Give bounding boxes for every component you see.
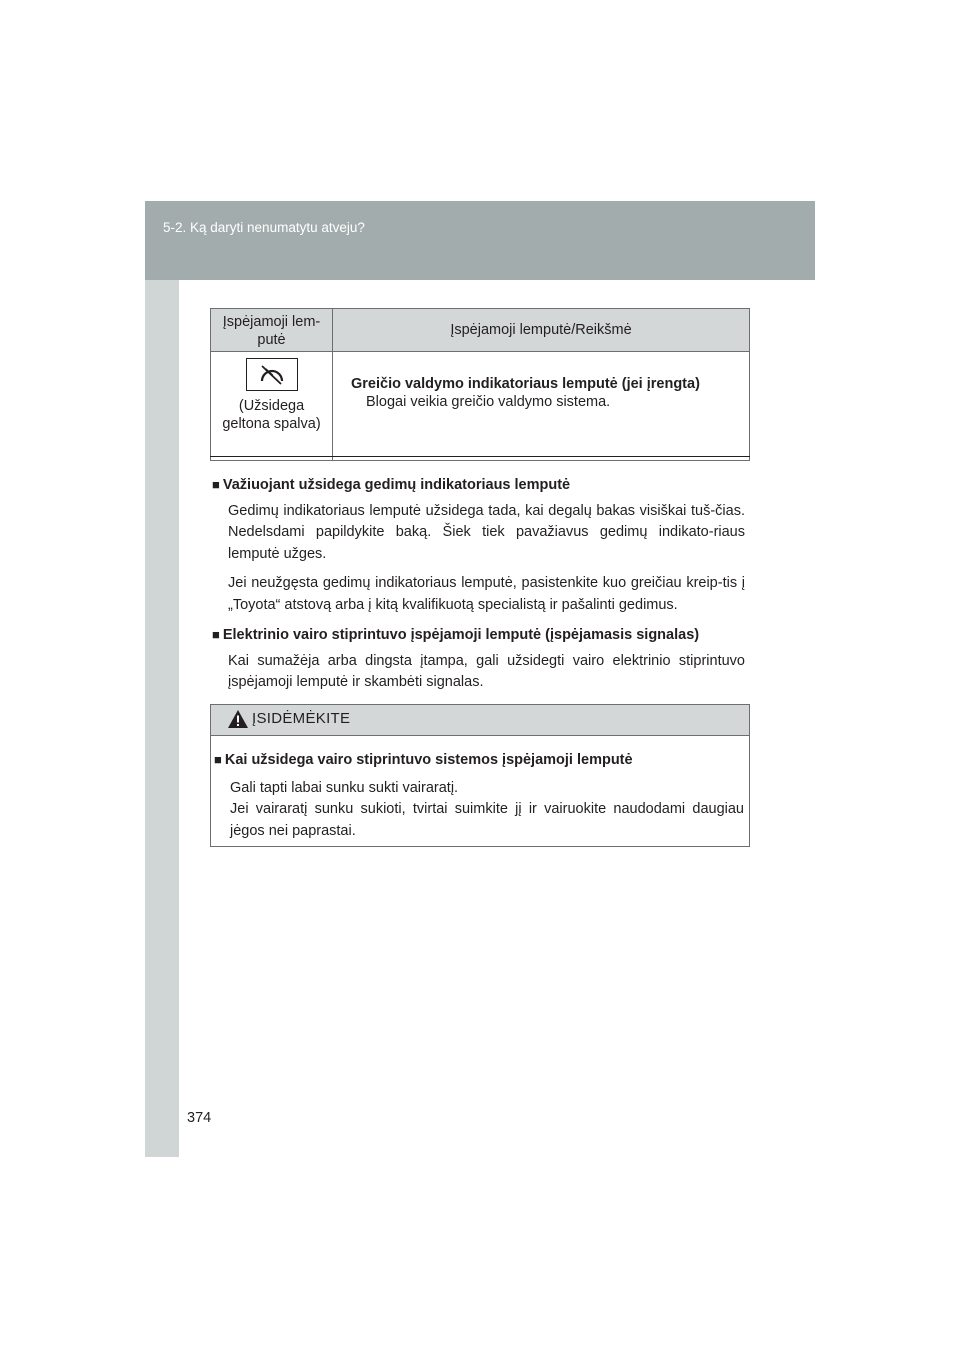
meaning-cell (333, 352, 750, 461)
paragraph: Jei neužgęsta gedimų indikatoriaus lemputė, pasistenkite kuo greičiau kreip-tis į „Toyota“ atstovą arba į kitą kvalifikuotą specialistą ir pašalinti gedimus. (228, 575, 745, 613)
divider (210, 456, 750, 457)
indicator-table (210, 308, 750, 461)
page-number: 374 (187, 1110, 212, 1126)
warning-triangle-icon (227, 709, 249, 734)
notes-section (212, 474, 745, 702)
indicator-title: Greičio valdymo indikatoriaus lemputė (jei įrengta) (351, 376, 700, 392)
section-heading: ■ Elektrinio vairo stiprintuvo įspėjamoji lemputė (įspėjamasis signalas) (212, 627, 700, 643)
caution-title: ĮSIDĖMĖKITE (252, 710, 351, 727)
header-band (145, 201, 815, 280)
side-strip (145, 280, 179, 1157)
caution-text: Gali tapti labai sunku sukti vairaratį. Jei vairaratį sunku sukioti, tvirtai suimkite jį ir vairuokite naudodami daugiau jėgos nei paprastai. (230, 779, 744, 839)
caution-header (211, 705, 749, 736)
icon-note-2: geltona spalva) (222, 416, 321, 432)
caution-body (211, 736, 749, 842)
col1-header: Įspėjamoji lem- putė (211, 309, 333, 352)
icon-note-1: (Užsidega (238, 398, 305, 414)
speedometer-icon (246, 358, 298, 391)
table-row (211, 352, 750, 461)
section-heading: ■ Važiuojant užsidega gedimų indikatoriaus lemputė (212, 477, 571, 493)
indicator-cell (211, 352, 333, 461)
caution-heading: ■ Kai užsidega vairo stiprintuvo sistemos įspėjamoji lemputė (214, 752, 633, 768)
col2-header: Įspėjamoji lemputė/Reikšmė (333, 309, 750, 352)
paragraph: Kai sumažėja arba dingsta įtampa, gali užsidegti vairo elektrinio stiprintuvo įspėjamoji lemputė ir skambėti signalas. (228, 652, 745, 690)
section-title: 5-2. Ką daryti nenumatytu atveju? (163, 220, 365, 235)
caution-box (210, 704, 750, 847)
indicator-description: Blogai veikia greičio valdymo sistema. (366, 394, 611, 410)
table-header-row (211, 309, 750, 352)
paragraph: Gedimų indikatoriaus lemputė užsidega tada, kai degalų bakas visiškai tuš-čias. Nedelsdami papildykite baką. Šiek tiek pavažiavus gedimų indikato-riaus lemputė užges. (228, 502, 745, 562)
